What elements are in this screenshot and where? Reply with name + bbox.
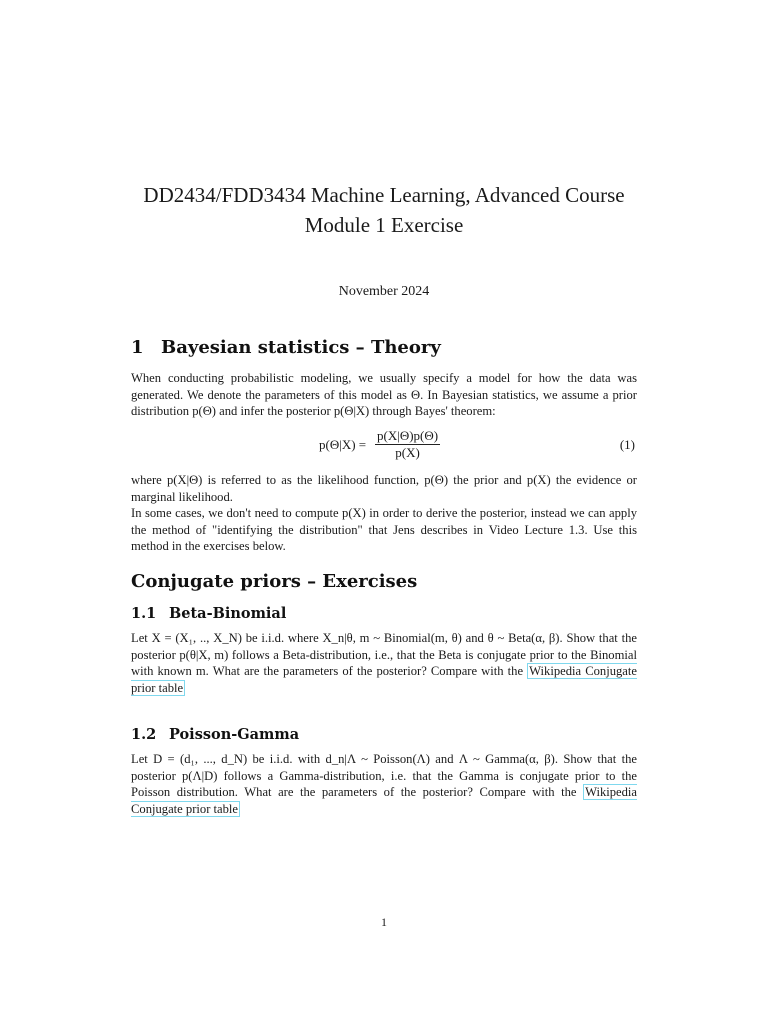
subsection-1-2-body: Let D = (d₁, ..., d_N) be i.i.d. with d_n|Λ ~ Poisson(Λ) and Λ ~ Gamma(α, β). Show that the posterior p(Λ|D) follows a Gamma-distribution, i.e. that the Gamma is conjugate prior to the Poisson distribution. What are the parameters of the posterior? Compare with the xyxy=(131,752,637,799)
subsection-1-2-heading xyxy=(131,726,299,743)
title-line-1: DD2434/FDD3434 Machine Learning, Advanced Course xyxy=(143,183,625,207)
section-1-heading xyxy=(131,337,441,358)
section-1-title: Bayesian statistics – Theory xyxy=(161,337,441,358)
equation-denominator: p(X) xyxy=(395,445,420,460)
equation-fraction xyxy=(375,428,440,461)
section-1-intro: When conducting probabilistic modeling, we usually specify a model for how the data was generated. We denote the parameters of this model as Θ. In Bayesian statistics, we assume a prior distribution p(Θ) and infer the posterior p(Θ|X) through Bayes' theorem: xyxy=(131,371,637,418)
subsection-1-2-title: Poisson-Gamma xyxy=(169,726,300,743)
subsection-1-2-number: 1.2 xyxy=(131,726,157,743)
subsection-1-1-body: Let X = (X₁, .., X_N) be i.i.d. where X_n|θ, m ~ Binomial(m, θ) and θ ~ Beta(α, β). Show that the posterior p(θ|X, m) follows a Beta-distribution, i.e., that the Beta is conjugate prior to the Binomial with known m. What are the parameters of the posterior? Compare with the xyxy=(131,631,637,678)
equation-number: (1) xyxy=(619,437,635,452)
section-1-after-b: In some cases, we don't need to compute p(X) in order to derive the posterior, instead we can apply the method of "identifying the distribution" that Jens describes in Video Lecture 1.3. Use this method in the exercises below. xyxy=(131,506,637,553)
equation-numerator: p(X|Θ)p(Θ) xyxy=(377,428,439,443)
date: November 2024 xyxy=(338,284,430,299)
subsection-1-2-text xyxy=(131,751,637,817)
subsection-1-1-heading xyxy=(131,605,286,622)
section-1-after-a: where p(X|Θ) is referred to as the likelihood function, p(Θ) the prior and p(X) the evidence or marginal likelihood. xyxy=(131,473,637,504)
bayes-equation xyxy=(131,428,637,464)
page-number: 1 xyxy=(381,915,387,929)
section-1-after xyxy=(131,472,637,555)
subsection-1-1-text xyxy=(131,630,637,696)
subsection-1-1-number: 1.1 xyxy=(131,605,157,622)
section-2-heading: Conjugate priors – Exercises xyxy=(131,571,418,592)
section-1-number: 1 xyxy=(131,337,144,358)
subsection-1-1-title: Beta-Binomial xyxy=(169,605,287,622)
equation-lhs: p(Θ|X) = xyxy=(319,437,367,452)
wikipedia-link-1[interactable]: Wikipedia Conjugate prior table xyxy=(131,664,637,695)
title-line-2: Module 1 Exercise xyxy=(304,213,464,237)
wikipedia-link-2[interactable]: Wikipedia Conjugate prior table xyxy=(131,785,638,816)
